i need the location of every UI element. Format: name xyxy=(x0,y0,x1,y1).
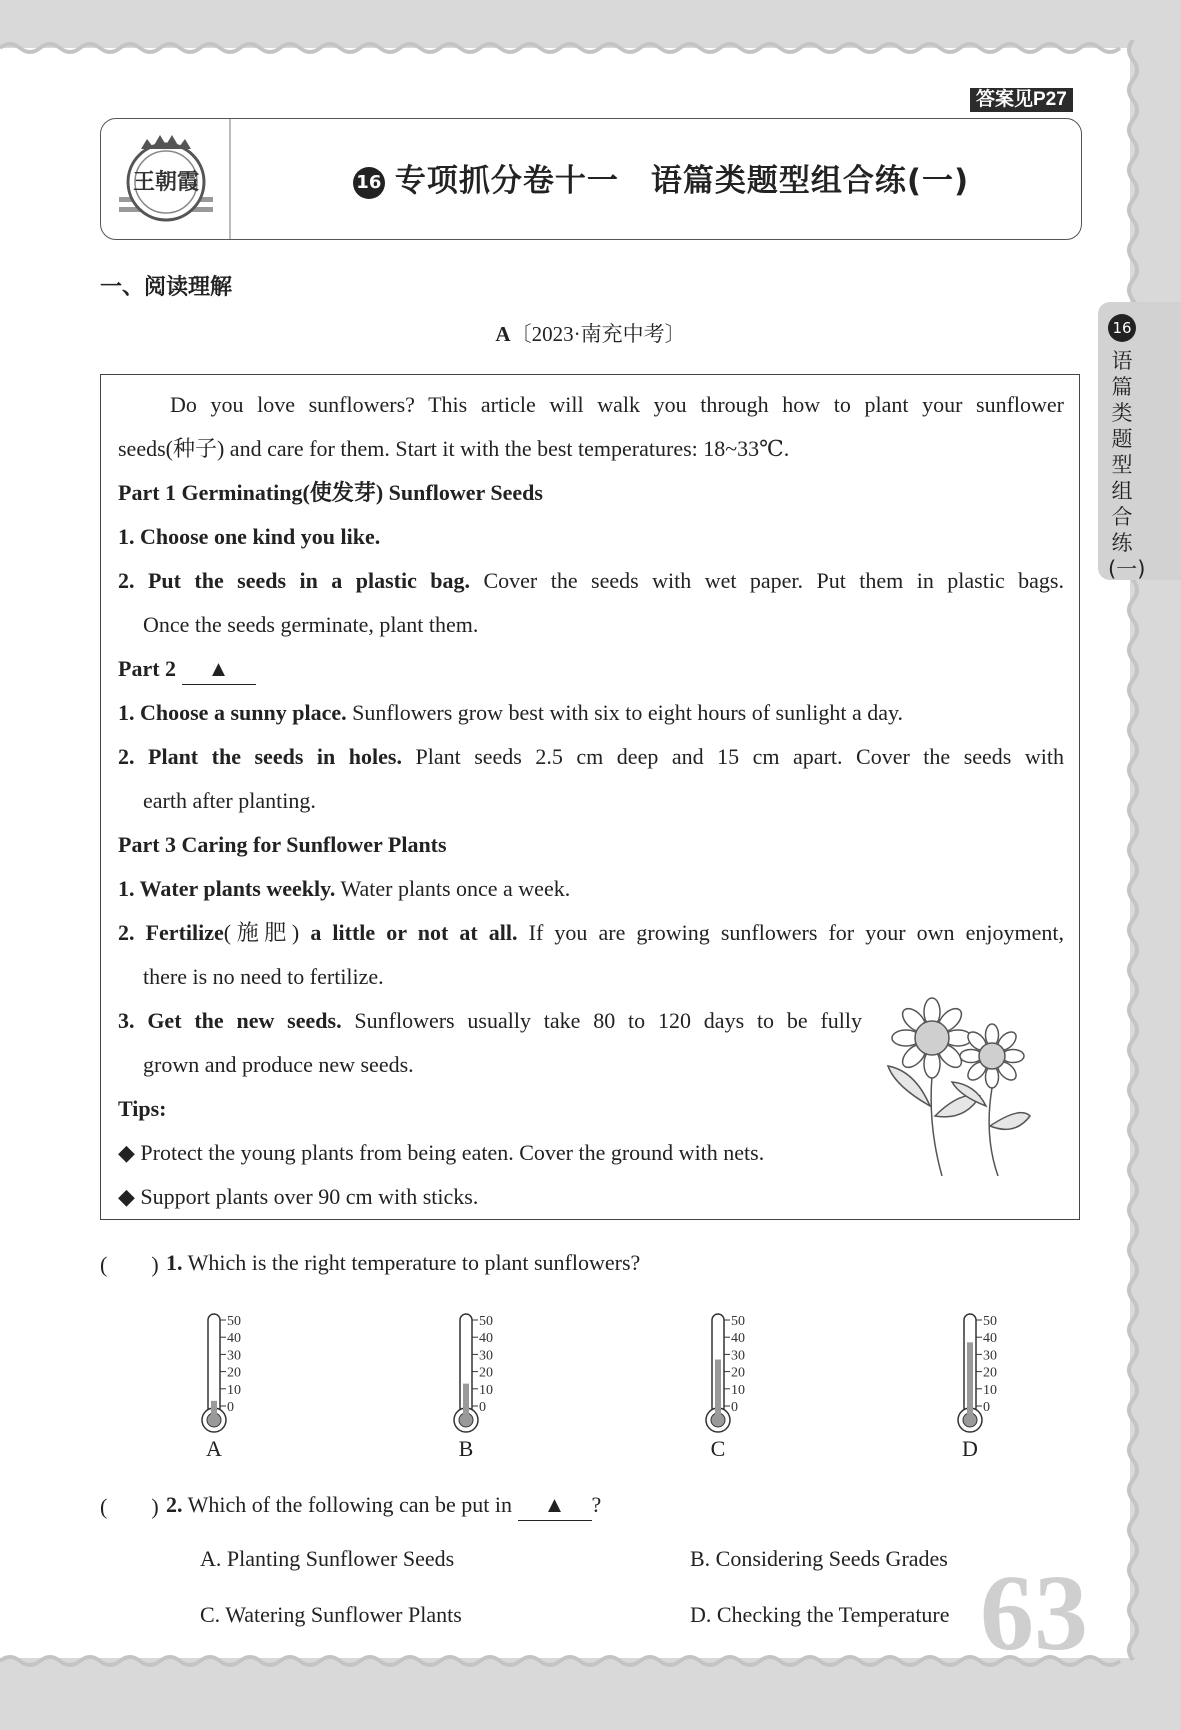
mercury-column xyxy=(463,1384,469,1416)
passage-letter: A xyxy=(495,322,511,346)
page-number: 63 xyxy=(980,1554,1088,1673)
scale-label: 0 xyxy=(227,1400,234,1415)
part3-step1: 1. Water plants weekly. Water plants once a week. xyxy=(118,876,571,901)
tips-title: Tips: xyxy=(118,1096,167,1121)
part1-step2-cont: Once the seeds germinate, plant them. xyxy=(143,612,479,637)
q2-option-c[interactable]: C. Watering Sunflower Plants xyxy=(200,1602,462,1627)
answer-reference-tag: 答案见P27 xyxy=(970,88,1073,112)
part3-step2: 2. Fertilize(施肥) a little or not at all. If you are growing sunflowers for your own enjoyment, xyxy=(118,920,1065,945)
scale-label: 50 xyxy=(227,1314,241,1329)
logo-separator xyxy=(229,119,231,239)
scale-label: 30 xyxy=(983,1348,997,1364)
scale-label: 50 xyxy=(479,1314,493,1329)
mercury-column xyxy=(967,1342,973,1416)
part1-step1: 1. Choose one kind you like. xyxy=(118,524,381,549)
scale-label: 10 xyxy=(227,1382,241,1398)
q2-option-a[interactable]: A. Planting Sunflower Seeds xyxy=(200,1546,455,1571)
scale-label: 40 xyxy=(983,1331,997,1347)
scale-label: 40 xyxy=(731,1331,745,1347)
part2-step1: 1. Choose a sunny place. Sunflowers grow best with six to eight hours of sunlight a day. xyxy=(118,700,904,725)
scale-label: 0 xyxy=(479,1400,486,1415)
publisher-logo xyxy=(111,127,221,231)
scale-label: 30 xyxy=(731,1348,745,1364)
svg-text:王朝霞: 王朝霞 xyxy=(132,169,200,195)
tip-1: ◆ Protect the young plants from being eaten. Cover the ground with nets. xyxy=(118,1140,765,1165)
part3-step3-cont: grown and produce new seeds. xyxy=(143,1052,414,1077)
part3-step3: 3. Get the new seeds. Sunflowers usually take 80 to 120 days to be fully xyxy=(118,1008,862,1033)
part1-title: Part 1 Germinating(使发芽) Sunflower Seeds xyxy=(118,480,543,505)
part2-step2: 2. Plant the seeds in holes. Plant seeds 2.5 cm deep and 15 cm apart. Cover the seeds with xyxy=(118,744,1064,769)
q1-option-c[interactable]: C xyxy=(710,1436,726,1461)
sunflower-illustration xyxy=(880,996,1040,1186)
q1-text: 1. Which is the right temperature to plant sunflowers? xyxy=(166,1250,641,1275)
q2-text: 2. Which of the following can be put in ▲ ? xyxy=(166,1490,601,1521)
part3-step2-cont: there is no need to fertilize. xyxy=(143,964,384,989)
page-title-text: 专项抓分卷十一 语篇类题型组合练(一) xyxy=(394,163,970,199)
part1-step2: 2. Put the seeds in a plastic bag. Cover the seeds with wet paper. Put them in plastic bags. xyxy=(118,568,1064,593)
tip-2: ◆ Support plants over 90 cm with sticks. xyxy=(118,1184,479,1209)
q2-option-b[interactable]: B. Considering Seeds Grades xyxy=(690,1546,948,1571)
scale-label: 0 xyxy=(983,1400,990,1415)
q1-option-d[interactable]: D xyxy=(962,1436,978,1461)
q1-option-a[interactable]: A xyxy=(206,1436,222,1461)
thermometer-d xyxy=(954,1306,1034,1436)
scale-label: 10 xyxy=(479,1382,493,1398)
scale-label: 40 xyxy=(479,1331,493,1347)
scale-label: 50 xyxy=(983,1314,997,1329)
scale-label: 0 xyxy=(731,1400,738,1415)
wavy-border-right xyxy=(1122,40,1144,1670)
thermometer-a xyxy=(198,1306,278,1436)
unit-number-badge: 16 xyxy=(353,167,385,199)
q1-answer-parens[interactable]: ( ) xyxy=(100,1252,159,1277)
scale-label: 30 xyxy=(227,1348,241,1364)
part2-title: Part 2 ▲ xyxy=(118,654,256,685)
wavy-border-top xyxy=(0,38,1181,58)
part2-step2-cont: earth after planting. xyxy=(143,788,316,813)
part2-blank: ▲ xyxy=(182,654,256,685)
part3-title: Part 3 Caring for Sunflower Plants xyxy=(118,832,447,857)
side-tab-text: 语篇类题型组合练(一) xyxy=(1108,349,1146,581)
q2-blank: ▲ xyxy=(518,1490,592,1521)
q2-option-d[interactable]: D. Checking the Temperature xyxy=(690,1602,950,1627)
mercury-column xyxy=(715,1360,721,1416)
q1-option-b[interactable]: B xyxy=(458,1436,474,1461)
passage-intro-line-2: seeds(种子) and care for them. Start it with the best temperatures: 18~33℃. xyxy=(118,436,790,461)
scale-label: 30 xyxy=(479,1348,493,1364)
scale-label: 20 xyxy=(731,1365,745,1381)
scale-label: 10 xyxy=(983,1382,997,1398)
section-title: 一、阅读理解 xyxy=(100,275,233,300)
thermometer-b xyxy=(450,1306,530,1436)
scale-label: 20 xyxy=(983,1365,997,1381)
passage-label xyxy=(0,318,1181,348)
header-banner xyxy=(100,118,1082,240)
passage-source: 〔2023·南充中考〕 xyxy=(510,322,686,346)
scale-label: 20 xyxy=(479,1365,493,1381)
scale-label: 20 xyxy=(227,1365,241,1381)
passage-intro-line-1: Do you love sunflowers? This article will walk you through how to plant your sunflower xyxy=(170,392,1064,417)
scale-label: 50 xyxy=(731,1314,745,1329)
scale-label: 10 xyxy=(731,1382,745,1398)
thermometer-c xyxy=(702,1306,782,1436)
side-tab-number: 16 xyxy=(1108,314,1136,342)
scale-label: 40 xyxy=(227,1331,241,1347)
page-title xyxy=(311,155,1011,200)
mercury-column xyxy=(211,1401,217,1416)
q2-answer-parens[interactable]: ( ) xyxy=(100,1494,159,1519)
